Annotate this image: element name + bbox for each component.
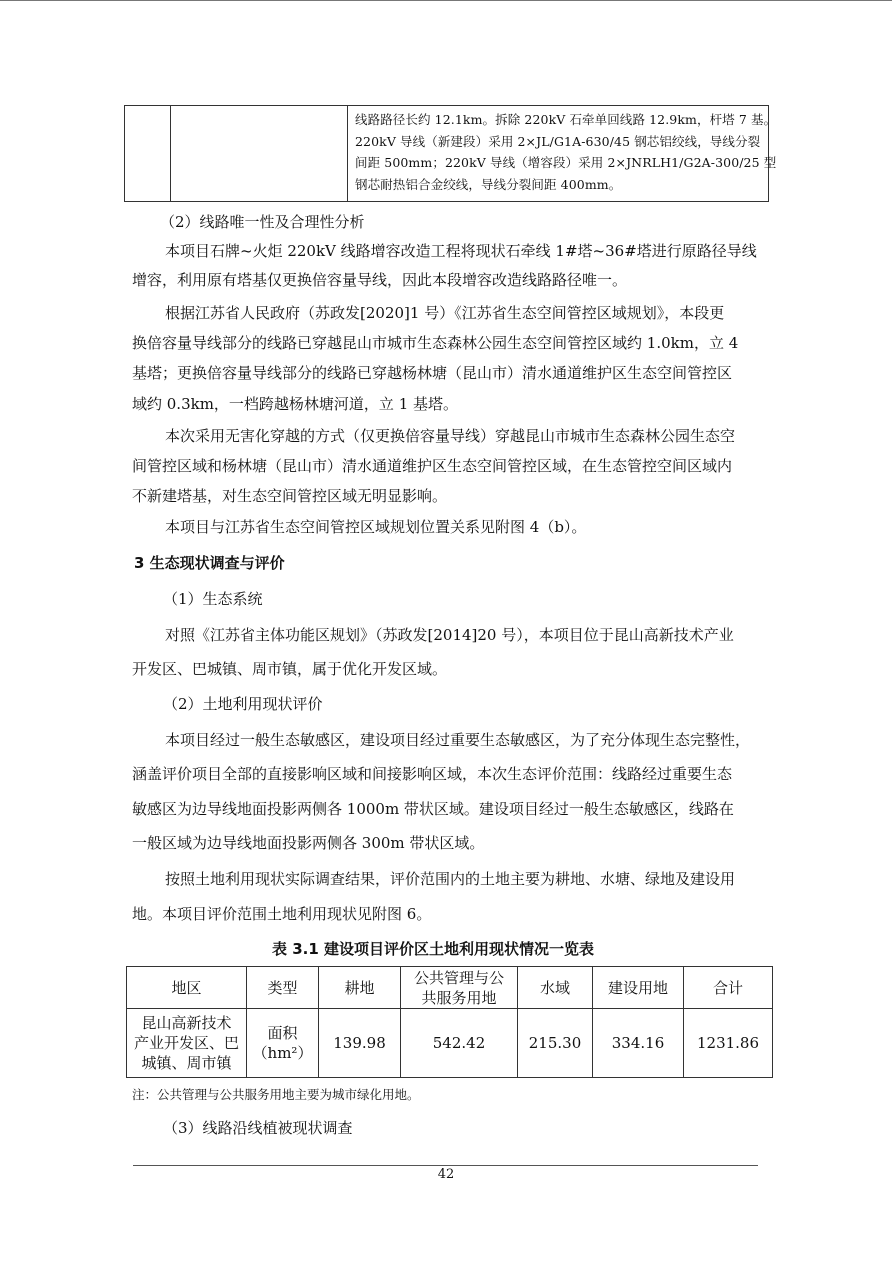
table-text-line: 220kV 导线（新建段）采用 2×JL/G1A-630/45 钢芯铝绞线，导线分裂 — [355, 133, 761, 149]
paragraph-line: 本项目与江苏省生态空间管控区域规划位置关系见附图 4（b）。 — [165, 518, 587, 536]
header-cell: 类型 — [247, 967, 319, 1009]
header-cell: 地区 — [127, 967, 247, 1009]
region-cell — [127, 1009, 247, 1078]
cell-text-line: （hm²） — [252, 1044, 313, 1062]
paragraph-line: 开发区、巴城镇、周市镇，属于优化开发区域。 — [132, 660, 448, 678]
table-note: 注：公共管理与公共服务用地主要为城市绿化用地。 — [132, 1087, 420, 1102]
page-number: 42 — [437, 1167, 455, 1182]
header-cell — [401, 967, 518, 1009]
table-header-row — [127, 967, 773, 1009]
cell-text-line: 面积 — [267, 1024, 298, 1042]
table-caption: 表 3.1 建设项目评价区土地利用现状情况一览表 — [272, 940, 595, 958]
total-value: 1231.86 — [684, 1009, 773, 1078]
paragraph-line: 间管控区域和杨林塘（昆山市）清水通道维护区生态空间管控区域，在生态管控空间区域内 — [132, 457, 733, 475]
construction-value: 334.16 — [593, 1009, 684, 1078]
paragraph-line: 根据江苏省人民政府（苏政发[2020]1 号）《江苏省生态空间管控区域规划》，本段更 — [165, 304, 725, 322]
paragraph-line: 本项目石牌~火炬 220kV 线路增容改造工程将现状石牵线 1#塔~36#塔进行原路径导线 — [165, 242, 757, 260]
cell-text-line: 昆山高新技术 — [141, 1014, 232, 1032]
header-text-line: 公共管理与公 — [413, 968, 504, 987]
table-cell-empty — [171, 106, 348, 201]
paragraph-line: 对照《江苏省主体功能区规划》（苏政发[2014]20 号），本项目位于昆山高新技术产业 — [165, 626, 734, 644]
table-text-line: 线路路径长约 12.1km。拆除 220kV 石牵单回线路 12.9km，杆塔 7 基。 — [355, 112, 777, 127]
section-heading: （2）线路唯一性及合理性分析 — [160, 213, 365, 231]
header-text-line: 共服务用地 — [421, 988, 497, 1007]
paragraph-line: 基塔；更换倍容量导线部分的线路已穿越杨林塘（昆山市）清水通道维护区生态空间管控区 — [132, 364, 733, 382]
header-cell: 建设用地 — [593, 967, 684, 1009]
header-cell: 水域 — [518, 967, 593, 1009]
table-cell-description — [355, 109, 777, 195]
subsection-heading: （3）线路沿线植被现状调查 — [163, 1119, 353, 1137]
table-text-line: 间距 500mm；220kV 导线（增容段）采用 2×JNRLH1/G2A-300/25 型 — [355, 155, 777, 170]
continued-project-table — [124, 105, 777, 202]
land-use-table — [126, 966, 773, 1078]
cell-text-line: 城镇、周市镇 — [141, 1054, 232, 1072]
subsection-heading: （1）生态系统 — [163, 590, 263, 608]
header-cell: 合计 — [684, 967, 773, 1009]
cell-text-line: 产业开发区、巴 — [133, 1034, 239, 1052]
footer-divider — [133, 1165, 758, 1166]
paragraph-line: 域约 0.3km，一档跨越杨林塘河道，立 1 基塔。 — [132, 395, 459, 413]
paragraph-line: 敏感区为边导线地面投影两侧各 1000m 带状区域。建设项目经过一般生态敏感区，线路在 — [132, 800, 734, 818]
table-row — [127, 1009, 773, 1078]
farmland-value: 139.98 — [319, 1009, 401, 1078]
paragraph-line: 本次采用无害化穿越的方式（仅更换倍容量导线）穿越昆山市城市生态森林公园生态空 — [165, 427, 736, 445]
type-cell — [247, 1009, 319, 1078]
paragraph-line: 地。本项目评价范围土地利用现状见附图 6。 — [132, 905, 432, 923]
paragraph-line: 本项目经过一般生态敏感区，建设项目经过重要生态敏感区，为了充分体现生态完整性， — [165, 731, 751, 749]
header-cell: 耕地 — [319, 967, 401, 1009]
public-value: 542.42 — [401, 1009, 518, 1078]
table-text-line: 钢芯耐热铝合金绞线，导线分裂间距 400mm。 — [355, 176, 622, 192]
water-value: 215.30 — [518, 1009, 593, 1078]
page-top-border — [0, 0, 892, 1]
paragraph-line: 换倍容量导线部分的线路已穿越昆山市城市生态森林公园生态空间管控区域约 1.0km，立 4 — [132, 334, 739, 352]
chapter-heading: 3 生态现状调查与评价 — [134, 554, 285, 572]
paragraph-line: 涵盖评价项目全部的直接影响区域和间接影响区域，本次生态评价范围：线路经过重要生态 — [132, 765, 733, 783]
paragraph-line: 按照土地利用现状实际调查结果，评价范围内的土地主要为耕地、水塘、绿地及建设用 — [165, 870, 736, 888]
paragraph-line: 一般区域为边导线地面投影两侧各 300m 带状区域。 — [132, 834, 485, 852]
paragraph-line: 增容，利用原有塔基仅更换倍容量导线，因此本段增容改造线路路径唯一。 — [132, 271, 628, 289]
subsection-heading: （2）土地利用现状评价 — [163, 695, 323, 713]
table-cell-empty — [125, 106, 171, 201]
paragraph-line: 不新建塔基，对生态空间管控区域无明显影响。 — [132, 487, 448, 505]
